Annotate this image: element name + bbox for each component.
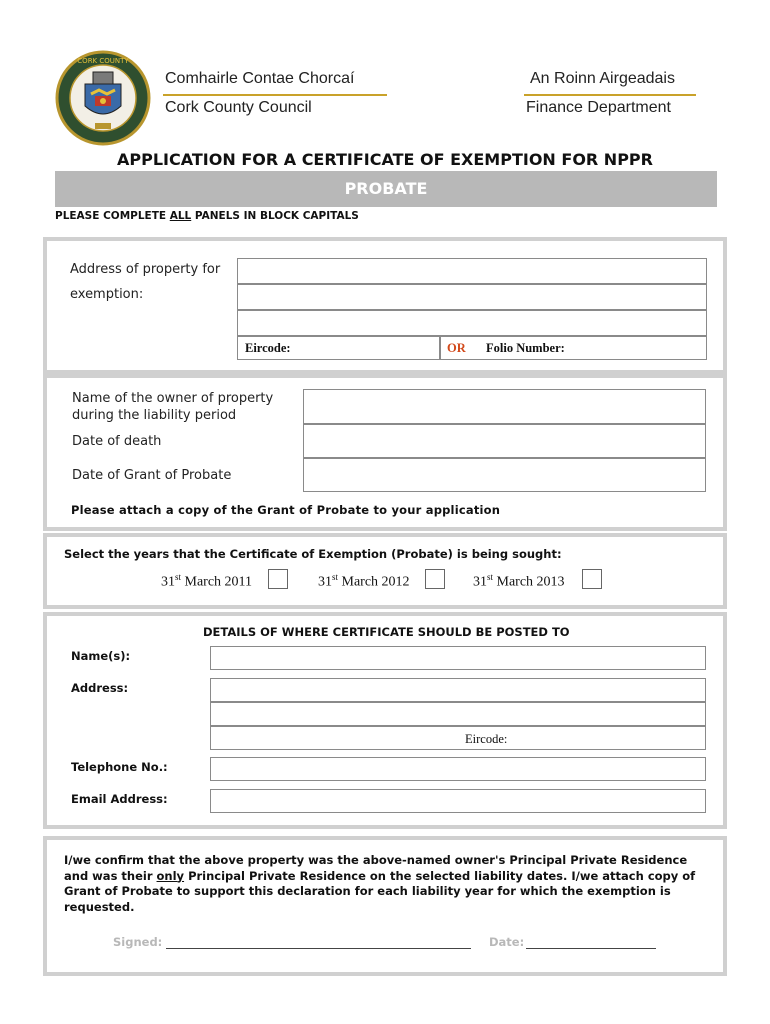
date-of-grant-field[interactable] xyxy=(303,458,706,492)
svg-text:CORK COUNTY: CORK COUNTY xyxy=(77,57,129,65)
postal-address-line1-field[interactable] xyxy=(210,678,706,702)
names-label: Name(s): xyxy=(71,649,131,663)
declaration-line-2-start: and was their xyxy=(64,868,157,883)
year-2013-month-year: March 2013 xyxy=(493,574,565,590)
owner-name-field[interactable] xyxy=(303,389,706,424)
header-divider-right xyxy=(524,94,696,96)
year-2013-day: 31 xyxy=(473,574,487,590)
declaration-line-2 xyxy=(64,869,708,885)
year-2012-label xyxy=(318,572,410,591)
telephone-label: Telephone No.: xyxy=(71,760,168,774)
telephone-field[interactable] xyxy=(210,757,706,781)
date-label: Date: xyxy=(489,935,525,949)
names-field[interactable] xyxy=(210,646,706,670)
year-2012-day: 31 xyxy=(318,574,332,590)
declaration-text xyxy=(64,853,708,915)
signature-date-line[interactable] xyxy=(526,947,656,949)
declaration-line-2-end: Principal Private Residence on the selected liability dates. I/we attach copy of xyxy=(184,868,696,883)
postal-eircode-field[interactable] xyxy=(210,726,706,750)
year-2011-month-year: March 2011 xyxy=(181,574,253,590)
instruction-text-end: PANELS IN BLOCK CAPITALS xyxy=(191,210,359,222)
english-council-name: Cork County Council xyxy=(165,99,312,116)
property-eircode-field[interactable] xyxy=(237,336,440,360)
declaration-line-4: requested. xyxy=(64,899,135,914)
date-of-grant-label: Date of Grant of Probate xyxy=(72,468,232,483)
year-2011-checkbox[interactable] xyxy=(268,569,288,589)
form-subtitle-bar: PROBATE xyxy=(55,171,717,207)
completion-instruction xyxy=(55,210,359,222)
declaration-line-1: I/we confirm that the above property was the above-named owner's Principal Private Residence xyxy=(64,853,688,867)
year-2011-label xyxy=(161,572,252,591)
year-2013-ordinal: st xyxy=(487,572,494,582)
declaration-line-3: Grant of Probate to support this declaration for each liability year for which the exemption is xyxy=(64,884,671,898)
postal-eircode-label: Eircode: xyxy=(465,732,508,746)
postal-heading: DETAILS OF WHERE CERTIFICATE SHOULD BE POSTED TO xyxy=(203,625,570,639)
irish-council-name: Comhairle Contae Chorcaí xyxy=(165,70,355,87)
postal-address-label: Address: xyxy=(71,681,129,695)
property-address-line2-field[interactable] xyxy=(237,284,707,310)
email-label: Email Address: xyxy=(71,792,168,806)
property-address-label-line1: Address of property for xyxy=(70,262,221,277)
english-department-name: Finance Department xyxy=(526,99,671,116)
form-title: APPLICATION FOR A CERTIFICATE OF EXEMPTION FOR NPPR xyxy=(117,150,653,169)
folio-number-label: Folio Number: xyxy=(486,341,565,355)
year-2011-ordinal: st xyxy=(175,572,182,582)
property-eircode-label: Eircode: xyxy=(245,341,291,355)
property-folio-field[interactable] xyxy=(440,336,707,360)
irish-department-name: An Roinn Airgeadais xyxy=(530,70,675,87)
year-2011-day: 31 xyxy=(161,574,175,590)
owner-name-label-line2: during the liability period xyxy=(72,408,237,423)
year-2012-checkbox[interactable] xyxy=(425,569,445,589)
year-2012-month-year: March 2012 xyxy=(338,574,410,590)
year-2013-label xyxy=(473,572,565,591)
property-address-line3-field[interactable] xyxy=(237,310,707,336)
signed-label: Signed: xyxy=(113,935,163,949)
years-panel xyxy=(43,533,727,609)
property-address-label-line2: exemption: xyxy=(70,287,144,302)
attach-grant-note: Please attach a copy of the Grant of Probate to your application xyxy=(71,503,501,517)
instruction-emphasis: ALL xyxy=(169,210,192,222)
declaration-emphasis: only xyxy=(156,868,185,883)
instruction-text-start: PLEASE COMPLETE xyxy=(55,210,170,222)
years-heading: Select the years that the Certificate of Exemption (Probate) is being sought: xyxy=(64,547,562,561)
owner-name-label-line1: Name of the owner of property xyxy=(72,391,274,406)
year-2013-checkbox[interactable] xyxy=(582,569,602,589)
date-of-death-label: Date of death xyxy=(72,434,162,449)
date-of-death-field[interactable] xyxy=(303,424,706,458)
property-address-line1-field[interactable] xyxy=(237,258,707,284)
signature-line[interactable] xyxy=(166,947,471,949)
or-label: OR xyxy=(447,341,466,355)
council-crest-logo xyxy=(55,50,151,146)
postal-address-line2-field[interactable] xyxy=(210,702,706,726)
header-divider-left xyxy=(163,94,387,96)
year-2012-ordinal: st xyxy=(332,572,339,582)
email-field[interactable] xyxy=(210,789,706,813)
